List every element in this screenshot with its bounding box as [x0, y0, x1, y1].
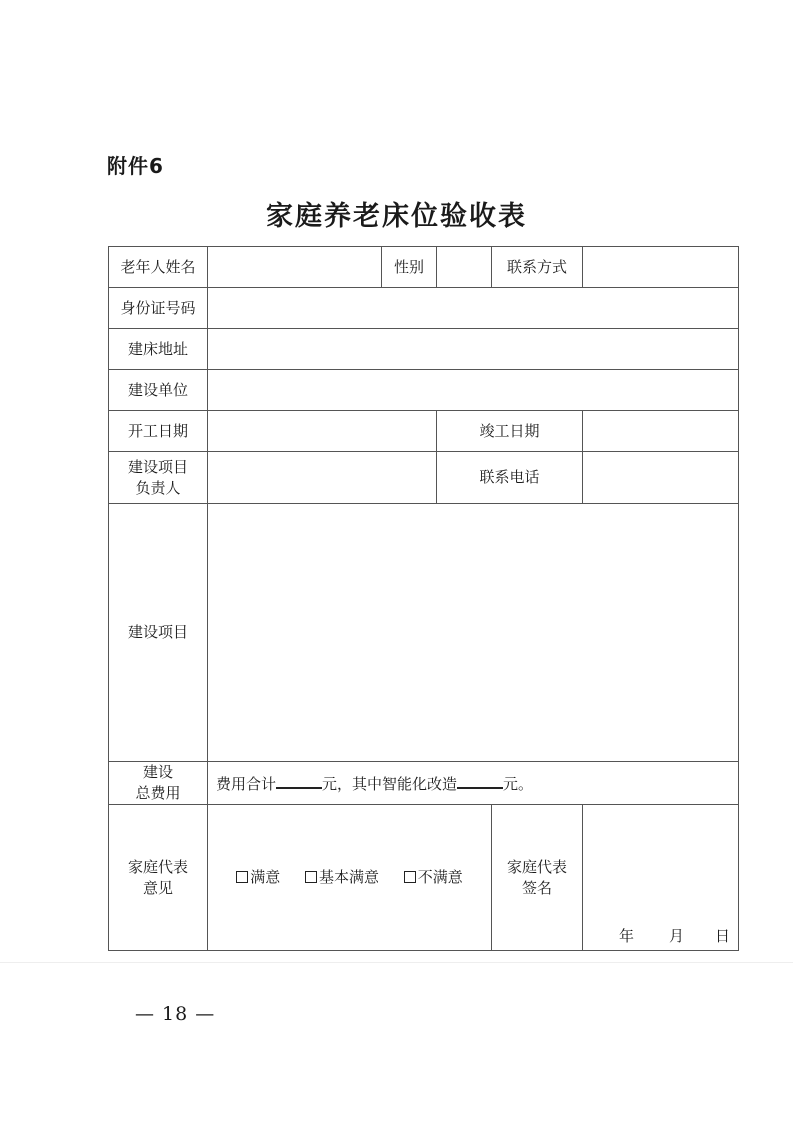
- family-opinion-label-line1: 家庭代表: [127, 857, 188, 876]
- family-opinion-label: [109, 805, 208, 951]
- builder-field[interactable]: [208, 370, 739, 411]
- cost-mid-text: 元，其中智能化改造: [322, 774, 458, 793]
- gender-field[interactable]: [437, 247, 492, 288]
- start-date-field[interactable]: [208, 411, 437, 452]
- checkbox-icon[interactable]: [236, 871, 248, 883]
- row-family-opinion: [109, 805, 739, 951]
- total-cost-blank[interactable]: [276, 772, 322, 789]
- row-bed-address: [109, 329, 739, 370]
- contact-field[interactable]: [583, 247, 739, 288]
- page-divider: [0, 962, 793, 963]
- cost-prefix-text: 费用合计: [216, 774, 277, 793]
- option-unsatisfied[interactable]: [404, 867, 463, 888]
- project-label: 建设项目: [109, 504, 208, 762]
- acceptance-form-table: [108, 246, 739, 951]
- finish-date-field[interactable]: [583, 411, 739, 452]
- phone-label: 联系电话: [437, 452, 583, 504]
- row-builder: [109, 370, 739, 411]
- checkbox-icon[interactable]: [404, 871, 416, 883]
- smart-cost-blank[interactable]: [457, 772, 503, 789]
- total-cost-label-line1: 建设: [142, 763, 173, 781]
- total-cost-label-line2: 总费用: [135, 784, 181, 802]
- gender-label: 性别: [382, 247, 437, 288]
- date-day-label: 日: [715, 927, 731, 945]
- attachment-label: 附件6: [107, 154, 164, 178]
- family-sign-label: [492, 805, 583, 951]
- option-unsatisfied-label: 不满意: [417, 868, 463, 886]
- project-field[interactable]: [208, 504, 739, 762]
- id-number-field[interactable]: [208, 288, 739, 329]
- page-number: — 18 —: [135, 1003, 216, 1025]
- phone-field[interactable]: [583, 452, 739, 504]
- total-cost-label: [109, 762, 208, 805]
- elder-name-field[interactable]: [208, 247, 382, 288]
- elder-name-label: 老年人姓名: [109, 247, 208, 288]
- row-project-manager: [109, 452, 739, 504]
- checkbox-icon[interactable]: [305, 871, 317, 883]
- project-manager-label-line2: 负责人: [135, 478, 181, 497]
- bed-address-label: 建床地址: [109, 329, 208, 370]
- option-satisfied[interactable]: [236, 867, 280, 888]
- family-opinion-label-line2: 意见: [142, 878, 173, 897]
- option-basically-satisfied[interactable]: [305, 867, 379, 888]
- row-id-number: [109, 288, 739, 329]
- family-sign-field[interactable]: [583, 805, 739, 951]
- family-sign-label-line2: 签名: [521, 879, 552, 897]
- form-title: 家庭养老床位验收表: [266, 201, 527, 232]
- id-number-label: 身份证号码: [109, 288, 208, 329]
- row-dates: [109, 411, 739, 452]
- project-manager-field[interactable]: [208, 452, 437, 504]
- cost-suffix-text: 元。: [503, 774, 534, 793]
- start-date-label: 开工日期: [109, 411, 208, 452]
- builder-label: 建设单位: [109, 370, 208, 411]
- bed-address-field[interactable]: [208, 329, 739, 370]
- row-total-cost: [109, 762, 739, 805]
- project-manager-label: [109, 452, 208, 504]
- row-elder-info: [109, 247, 739, 288]
- date-month-label: 月: [669, 927, 685, 945]
- row-project: [109, 504, 739, 762]
- family-sign-label-line1: 家庭代表: [506, 858, 567, 876]
- option-basically-satisfied-label: 基本满意: [318, 868, 379, 886]
- finish-date-label: 竣工日期: [437, 411, 583, 452]
- option-satisfied-label: 满意: [250, 868, 281, 886]
- total-cost-field: [208, 762, 739, 805]
- date-year-label: 年: [619, 927, 635, 945]
- project-manager-label-line1: 建设项目: [127, 457, 188, 476]
- family-opinion-options: [208, 805, 492, 951]
- contact-label: 联系方式: [492, 247, 583, 288]
